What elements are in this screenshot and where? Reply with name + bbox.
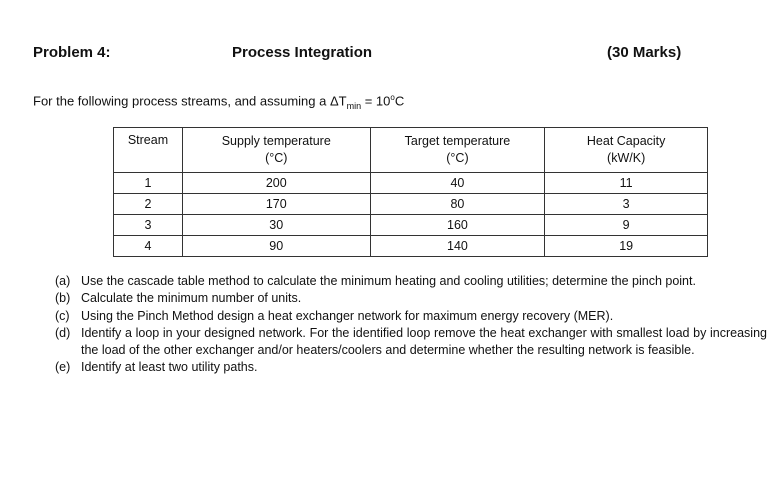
- cell-cp: 11: [545, 173, 708, 194]
- cell-supply: 90: [182, 236, 370, 257]
- question-label: (d): [55, 325, 71, 340]
- question-a: [55, 273, 767, 290]
- question-label: (a): [55, 274, 71, 288]
- stream-table: [113, 127, 708, 257]
- problem-number: Problem 4:: [33, 44, 111, 61]
- cell-target: 140: [370, 236, 545, 257]
- cell-cp: 9: [545, 215, 708, 236]
- question-text: Using the Pinch Method design a heat exchanger network for maximum energy recovery (MER).: [81, 308, 614, 323]
- question-label: (c): [55, 308, 70, 323]
- problem-header: [0, 44, 782, 68]
- cell-supply: 30: [182, 215, 370, 236]
- section-title: Process Integration: [232, 44, 373, 61]
- cell-target: 80: [370, 194, 545, 215]
- intro-unit: C: [394, 93, 405, 109]
- question-label: (e): [55, 360, 71, 375]
- marks-label: (30 Marks): [607, 44, 682, 61]
- intro-degree: o: [390, 93, 395, 102]
- intro-equals: = 10: [361, 93, 391, 109]
- cell-stream: 1: [114, 173, 183, 194]
- question-text: Identify at least two utility paths.: [81, 360, 258, 375]
- header-supply-temperature: Supply temperature (°C): [182, 128, 370, 173]
- cell-cp: 19: [545, 236, 708, 257]
- cell-cp: 3: [545, 194, 708, 215]
- question-text: Identify a loop in your designed network. For the identified loop remove the heat exchanger with smallest load by increasing the load of the other exchanger and/or heaters/coolers and determine whether the resulting network is feasible.: [81, 325, 767, 358]
- cell-stream: 3: [114, 215, 183, 236]
- cell-stream: 2: [114, 194, 183, 215]
- question-c: [55, 308, 767, 325]
- question-b: [55, 290, 767, 307]
- table-row: [114, 215, 708, 236]
- table-row: [114, 173, 708, 194]
- question-text: Calculate the minimum number of units.: [81, 291, 302, 306]
- intro-subscript: min: [346, 100, 362, 111]
- header-target-temperature: Target temperature (°C): [370, 128, 545, 173]
- header-stream: Stream: [114, 128, 183, 173]
- question-d: [55, 325, 767, 360]
- question-list: [55, 273, 767, 377]
- cell-target: 160: [370, 215, 545, 236]
- table-header-row: [114, 128, 708, 173]
- question-e: [55, 359, 767, 376]
- intro-text: For the following process streams, and assuming a ΔT: [33, 93, 347, 109]
- cell-supply: 170: [182, 194, 370, 215]
- intro-sentence: [33, 93, 404, 111]
- question-text: Use the cascade table method to calculate the minimum heating and cooling utilities; determine the pinch point.: [81, 274, 696, 288]
- table-row: [114, 194, 708, 215]
- cell-supply: 200: [182, 173, 370, 194]
- table-row: [114, 236, 708, 257]
- header-heat-capacity: Heat Capacity (kW/K): [545, 128, 708, 173]
- cell-stream: 4: [114, 236, 183, 257]
- question-label: (b): [55, 291, 71, 306]
- cell-target: 40: [370, 173, 545, 194]
